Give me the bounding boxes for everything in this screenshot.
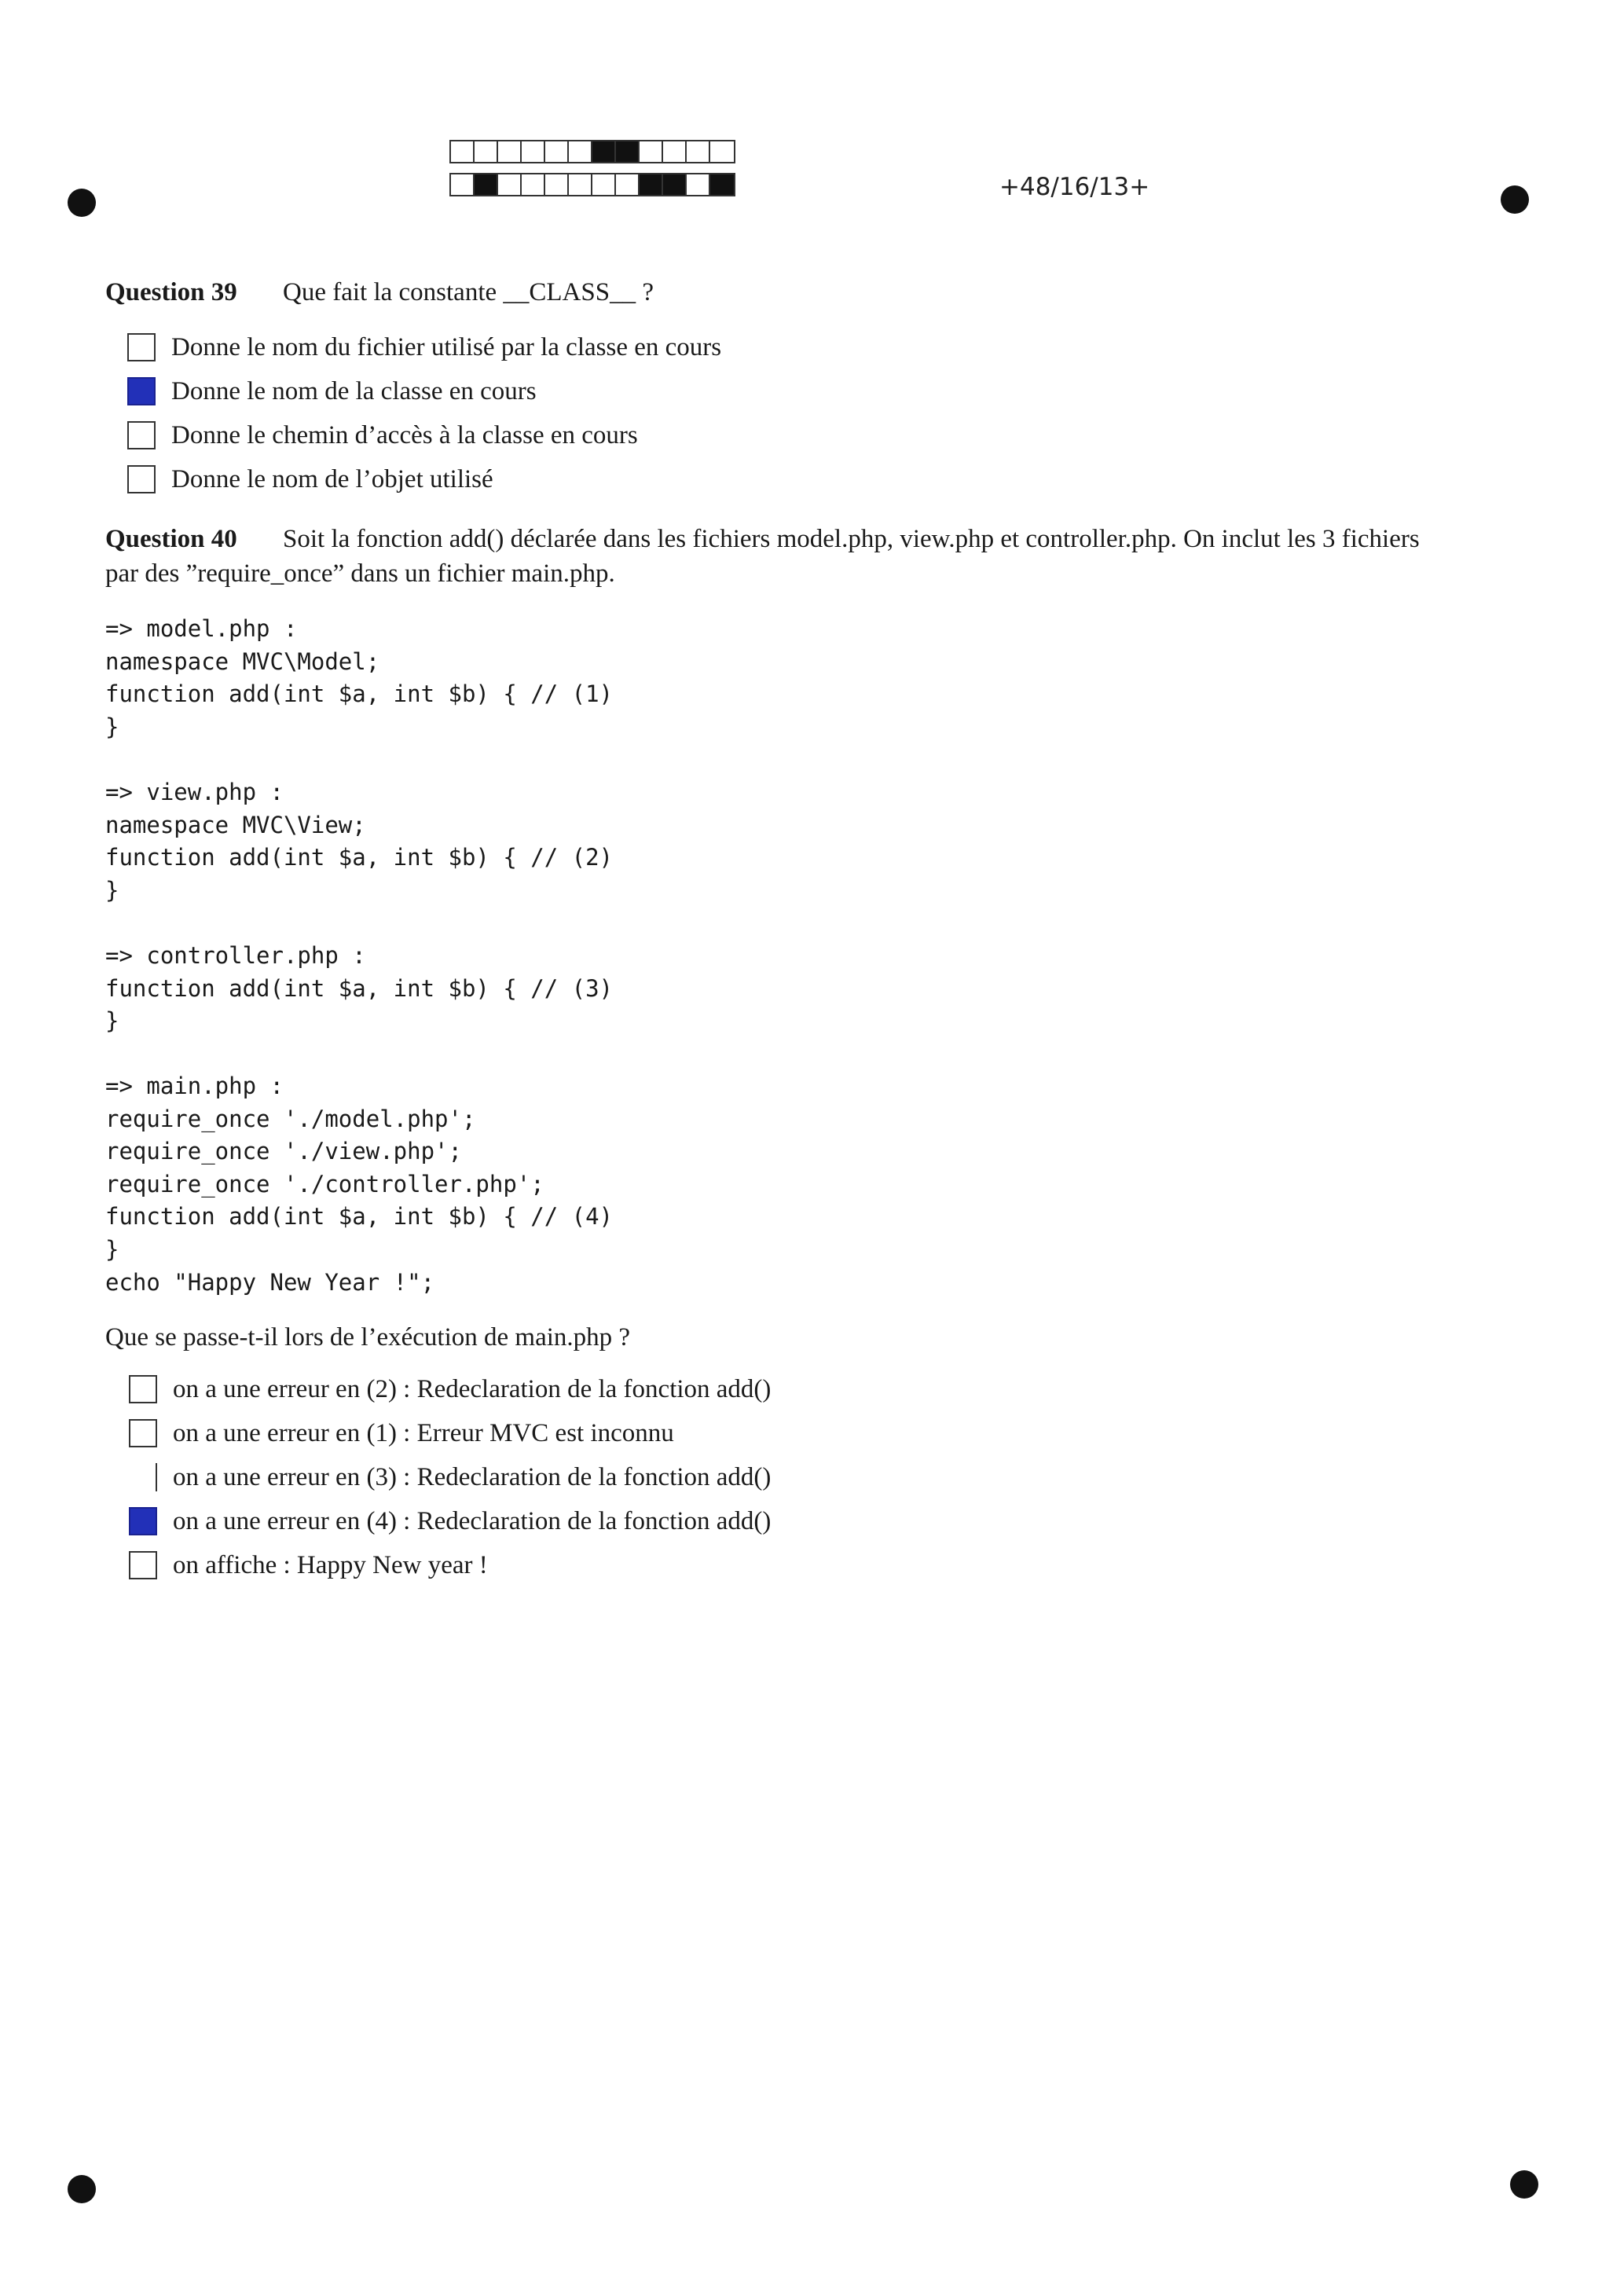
- barcode-cell: [592, 141, 616, 162]
- q40-option-4[interactable]: [129, 1504, 771, 1539]
- barcode-cell: [475, 141, 498, 162]
- registration-mark-bottom-right: [1510, 2170, 1538, 2199]
- question-39-text: Que fait la constante __CLASS__ ?: [283, 278, 654, 306]
- barcode-cell: [451, 141, 475, 162]
- q40-option-2[interactable]: [129, 1416, 674, 1451]
- barcode-cell: [592, 174, 616, 195]
- registration-mark-top-right: [1501, 185, 1529, 214]
- barcode-cell: [710, 174, 734, 195]
- barcode-cell: [545, 141, 569, 162]
- barcode-cell: [498, 174, 522, 195]
- q39-option-3[interactable]: [127, 418, 638, 453]
- barcode-cell: [498, 141, 522, 162]
- question-40-header: [105, 522, 1504, 556]
- registration-mark-top-left: [68, 189, 96, 217]
- barcode-cell: [710, 141, 734, 162]
- q39-option-2[interactable]: [127, 374, 537, 409]
- page-barcode-row-1: [449, 140, 735, 163]
- question-40-text-line-1: Soit la fonction add() déclarée dans les fichiers model.php, view.php et controller.php. On inclut les 3 fichiers: [283, 525, 1420, 553]
- q40-option-3-label: on a une erreur en (3) : Redeclaration de la fonction add(): [173, 1463, 772, 1491]
- q40-option-3-checkbox[interactable]: [129, 1463, 157, 1491]
- q40-option-1[interactable]: [129, 1372, 771, 1407]
- barcode-cell: [451, 174, 475, 195]
- q39-option-2-checkbox[interactable]: [127, 377, 156, 405]
- question-39-header: [105, 275, 1504, 310]
- barcode-cell: [569, 141, 592, 162]
- question-40-prompt: Que se passe-t-il lors de l’exécution de main.php ?: [105, 1323, 631, 1352]
- q40-option-5[interactable]: [129, 1548, 488, 1583]
- question-40-text-line-2: par des ”require_once” dans un fichier main.php.: [105, 559, 615, 588]
- q39-option-2-label: Donne le nom de la classe en cours: [171, 377, 537, 405]
- q39-option-3-checkbox[interactable]: [127, 421, 156, 449]
- q40-option-4-label: on a une erreur en (4) : Redeclaration de la fonction add(): [173, 1507, 772, 1535]
- q39-option-1-label: Donne le nom du fichier utilisé par la classe en cours: [171, 333, 722, 361]
- barcode-cell: [616, 174, 640, 195]
- q40-option-4-checkbox[interactable]: [129, 1507, 157, 1535]
- page-barcode-row-2: [449, 173, 735, 196]
- q40-option-2-checkbox[interactable]: [129, 1419, 157, 1447]
- q39-option-3-label: Donne le chemin d’accès à la classe en cours: [171, 421, 638, 449]
- q40-option-5-label: on affiche : Happy New year !: [173, 1551, 488, 1579]
- q40-option-2-label: on a une erreur en (1) : Erreur MVC est inconnu: [173, 1419, 674, 1447]
- barcode-cell: [640, 141, 663, 162]
- q40-option-1-checkbox[interactable]: [129, 1375, 157, 1403]
- q40-option-1-label: on a une erreur en (2) : Redeclaration de la fonction add(): [173, 1375, 772, 1403]
- q39-option-4-label: Donne le nom de l’objet utilisé: [171, 465, 493, 493]
- q39-option-4-checkbox[interactable]: [127, 465, 156, 493]
- code-block-controller: => controller.php : function add(int $a, int $b) { // (3) }: [105, 942, 614, 1035]
- page-id: +48/16/13+: [999, 173, 1150, 201]
- barcode-cell: [663, 174, 687, 195]
- code-block-view: => view.php : namespace MVC\View; function add(int $a, int $b) { // (2) }: [105, 779, 614, 904]
- code-block-model: => model.php : namespace MVC\Model; function add(int $a, int $b) { // (1) }: [105, 615, 614, 740]
- code-block-main: => main.php : require_once './model.php'; require_once './view.php'; require_once './controller.php'; function add(int $a, int $b) { // (4) } echo "Happy New Year !";: [105, 1073, 614, 1296]
- q40-option-5-checkbox[interactable]: [129, 1551, 157, 1579]
- q40-option-3[interactable]: [129, 1460, 771, 1495]
- barcode-cell: [475, 174, 498, 195]
- barcode-cell: [640, 174, 663, 195]
- barcode-cell: [616, 141, 640, 162]
- q39-option-1[interactable]: [127, 330, 721, 365]
- q39-option-4[interactable]: [127, 462, 493, 497]
- registration-mark-bottom-left: [68, 2175, 96, 2203]
- barcode-cell: [545, 174, 569, 195]
- question-39-label: Question 39: [105, 278, 237, 306]
- q39-option-1-checkbox[interactable]: [127, 333, 156, 361]
- barcode-cell: [522, 141, 545, 162]
- barcode-cell: [687, 141, 710, 162]
- barcode-cell: [687, 174, 710, 195]
- question-40-label: Question 40: [105, 525, 237, 553]
- barcode-cell: [663, 141, 687, 162]
- barcode-cell: [522, 174, 545, 195]
- barcode-cell: [569, 174, 592, 195]
